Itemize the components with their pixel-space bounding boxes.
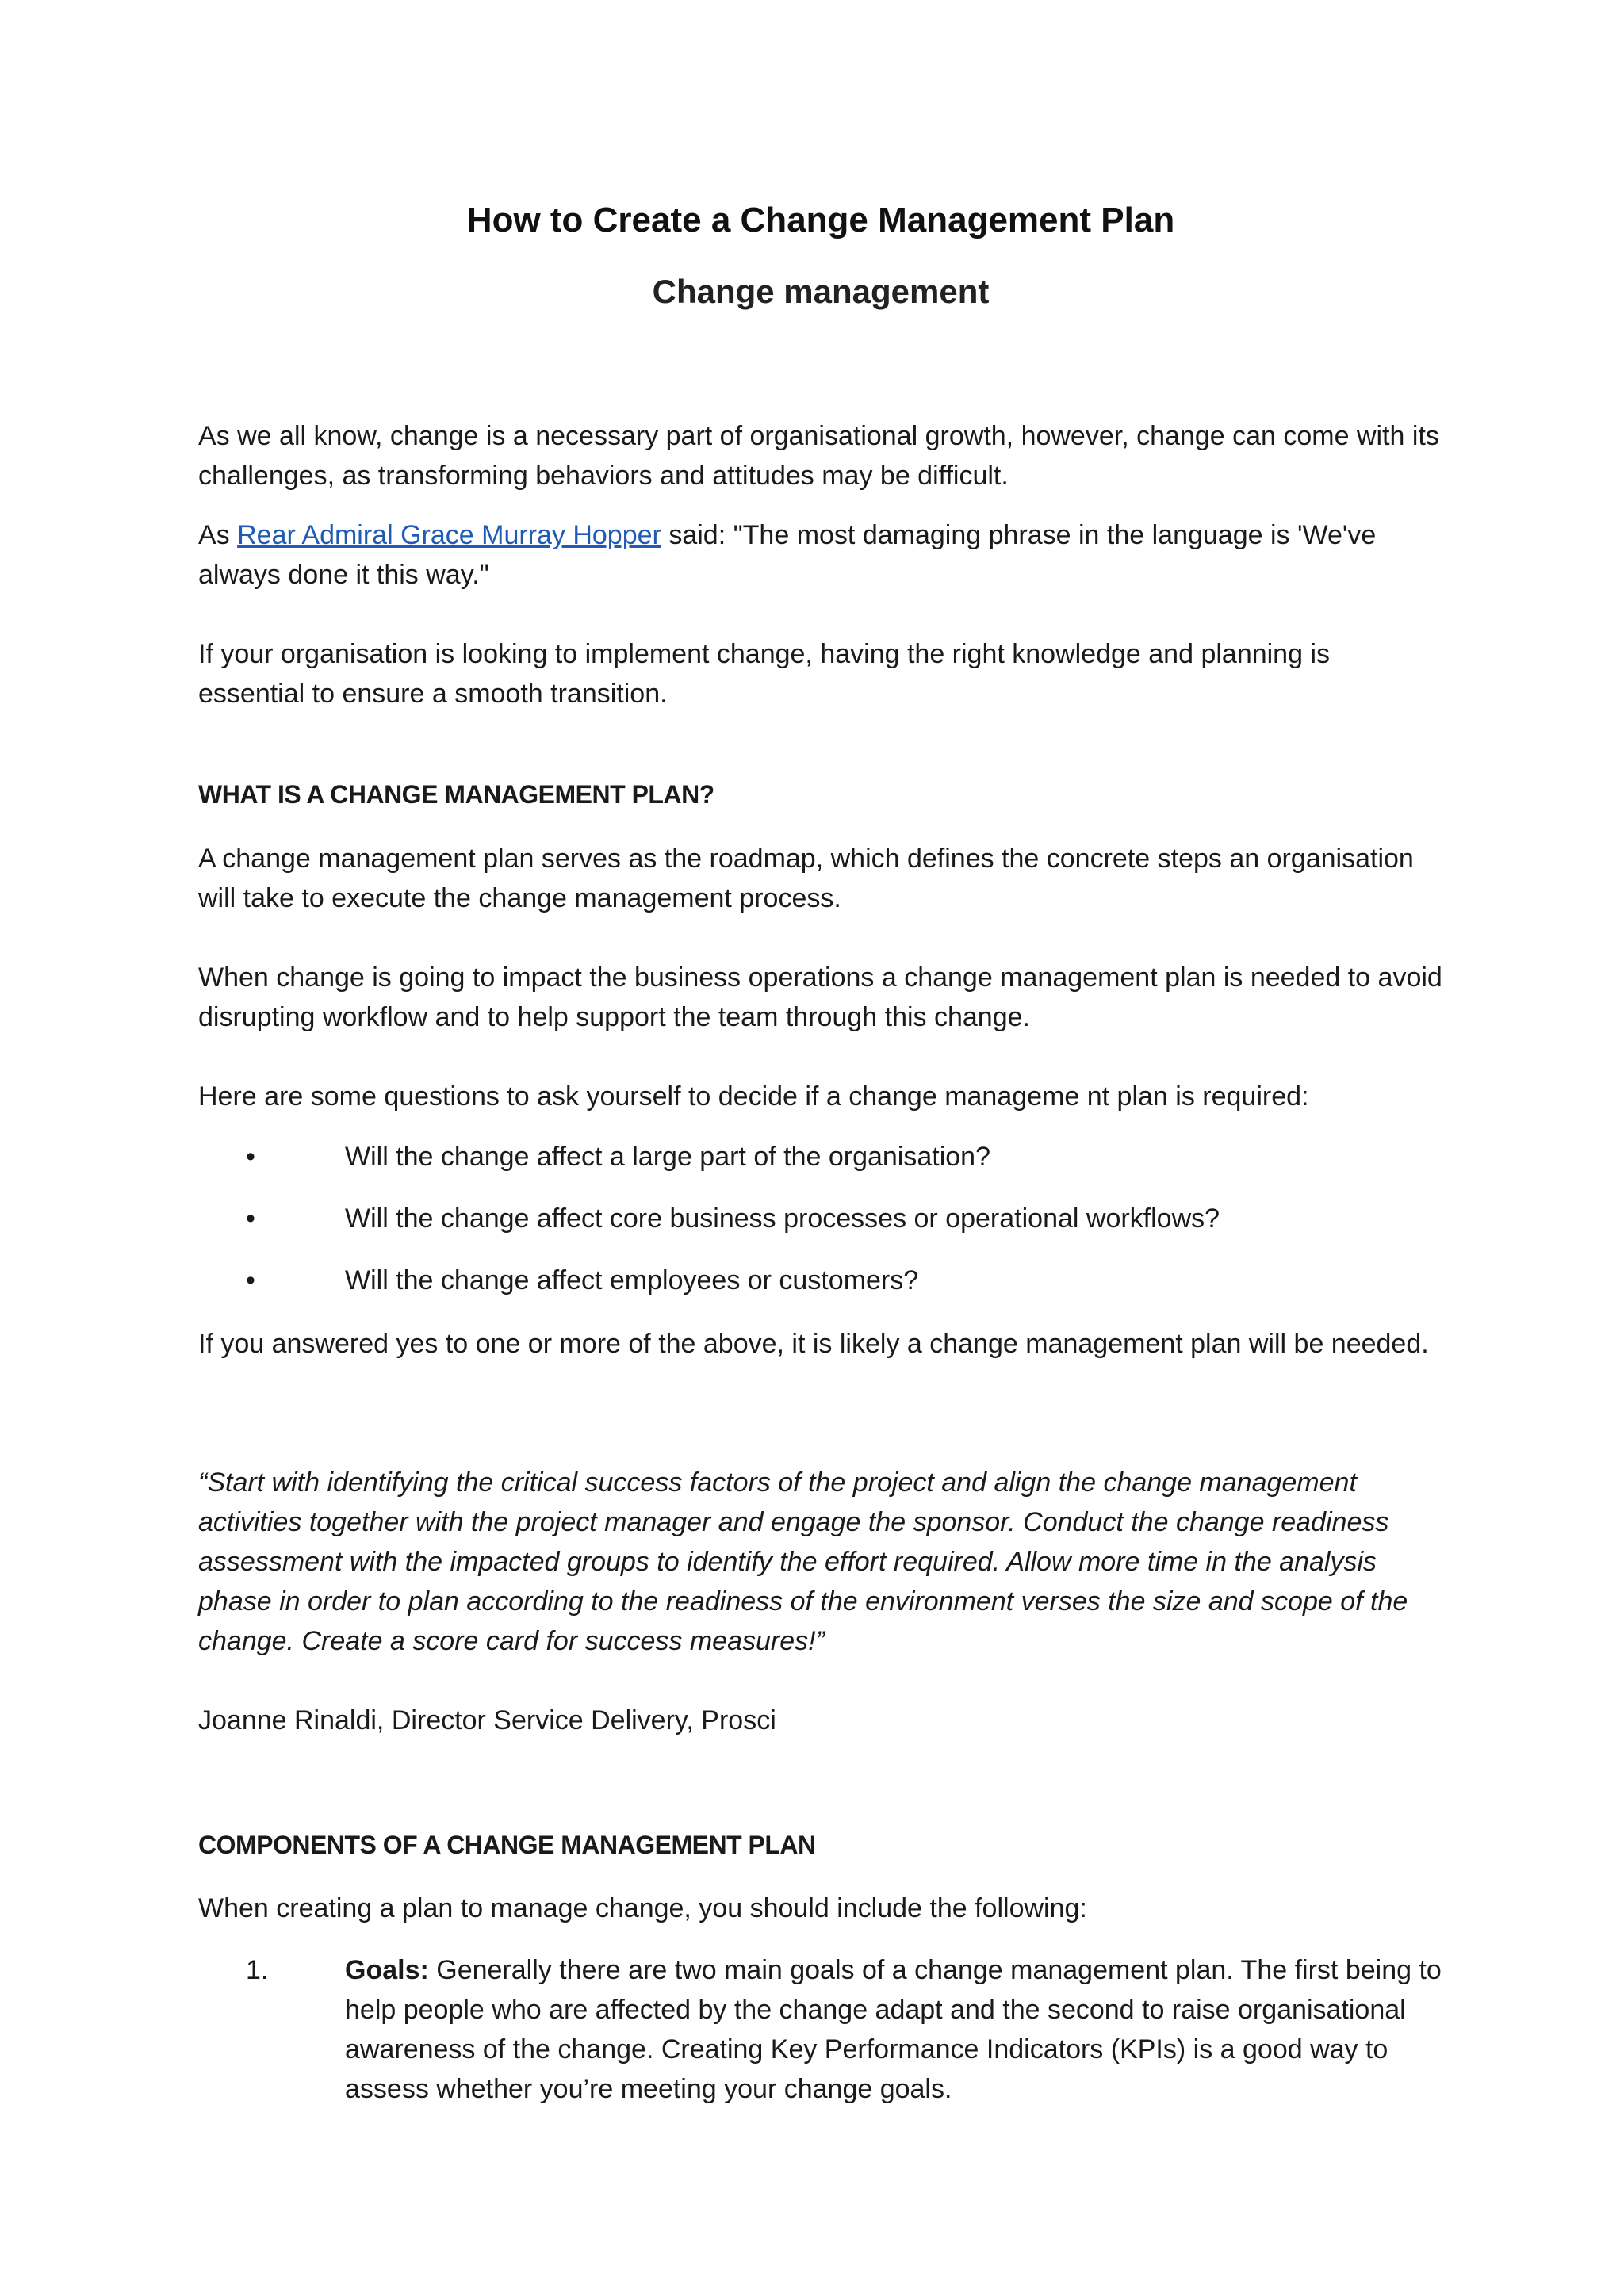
intro-paragraph-2-prefix: As (198, 520, 238, 550)
document-title: How to Create a Change Management Plan (466, 201, 1175, 239)
section-what-is-paragraph-4: If you answered yes to one or more of the above, it is likely a change management plan will be needed. (198, 1329, 1429, 1359)
expert-quote: “Start with identifying the critical success factors of the project and align the change management activities together with the project manager and engage the sponsor. Conduct the change readiness assessment with the impacted groups to identify the effort required. Allow more time in the analysis phase in order to plan according to the readiness of the environment verses the size and scope of the change. Create a score card for success measures!” (198, 1468, 1408, 1656)
document-page (198, 0, 1443, 2296)
intro-paragraph-3: If your organisation is looking to implement change, having the right knowledge and planning is essential to ensure a smooth transition. (198, 639, 1331, 709)
document-subtitle: Change management (652, 273, 990, 310)
list-item-text: Will the change affect a large part of the organisation? (345, 1142, 990, 1172)
numbered-item-label: Goals: (345, 1955, 429, 1985)
section-components-heading: COMPONENTS OF A CHANGE MANAGEMENT PLAN (198, 1831, 816, 1859)
list-number: 1. (246, 1955, 269, 1985)
bullet-icon: • (246, 1142, 255, 1172)
intro-paragraph-2 (198, 515, 1443, 595)
numbered-item-text: Generally there are two main goals of a change management plan. The first being to help people who are affected by the change adapt and the second to raise organisational awareness of the change. Creating Key Performance Indicators (KPIs) is a good way to assess whether you’re meeting your change goals. (345, 1955, 1442, 2104)
bullet-icon: • (246, 1265, 255, 1295)
section-components-paragraph-1: When creating a plan to manage change, you should include the following: (198, 1893, 1087, 1923)
quote-attribution: Joanne Rinaldi, Director Service Delivery, Prosci (198, 1705, 776, 1735)
hopper-link[interactable]: Rear Admiral Grace Murray Hopper (237, 520, 661, 550)
numbered-item-body (345, 1950, 1443, 2109)
section-what-is-heading: WHAT IS A CHANGE MANAGEMENT PLAN? (198, 780, 714, 809)
intro-paragraph-1: As we all know, change is a necessary part of organisational growth, however, change can come with its challenges, as transforming behaviors and attitudes may be difficult. (198, 421, 1439, 491)
section-what-is-paragraph-2: When change is going to impact the business operations a change management plan is needed to avoid disrupting workflow and to help support the team through this change. (198, 962, 1442, 1032)
bullet-icon: • (246, 1203, 255, 1234)
list-item-text: Will the change affect employees or customers? (345, 1265, 919, 1295)
section-what-is-paragraph-1: A change management plan serves as the roadmap, which defines the concrete steps an organisation will take to execute the change management process. (198, 844, 1414, 913)
list-item-text: Will the change affect core business processes or operational workflows? (345, 1203, 1220, 1234)
intro-paragraph-2-suffix: said: "The most damaging phrase in the language is 'We've always done it this way." (198, 520, 1377, 590)
section-what-is-paragraph-3: Here are some questions to ask yourself to decide if a change manageme nt plan is required: (198, 1081, 1309, 1112)
